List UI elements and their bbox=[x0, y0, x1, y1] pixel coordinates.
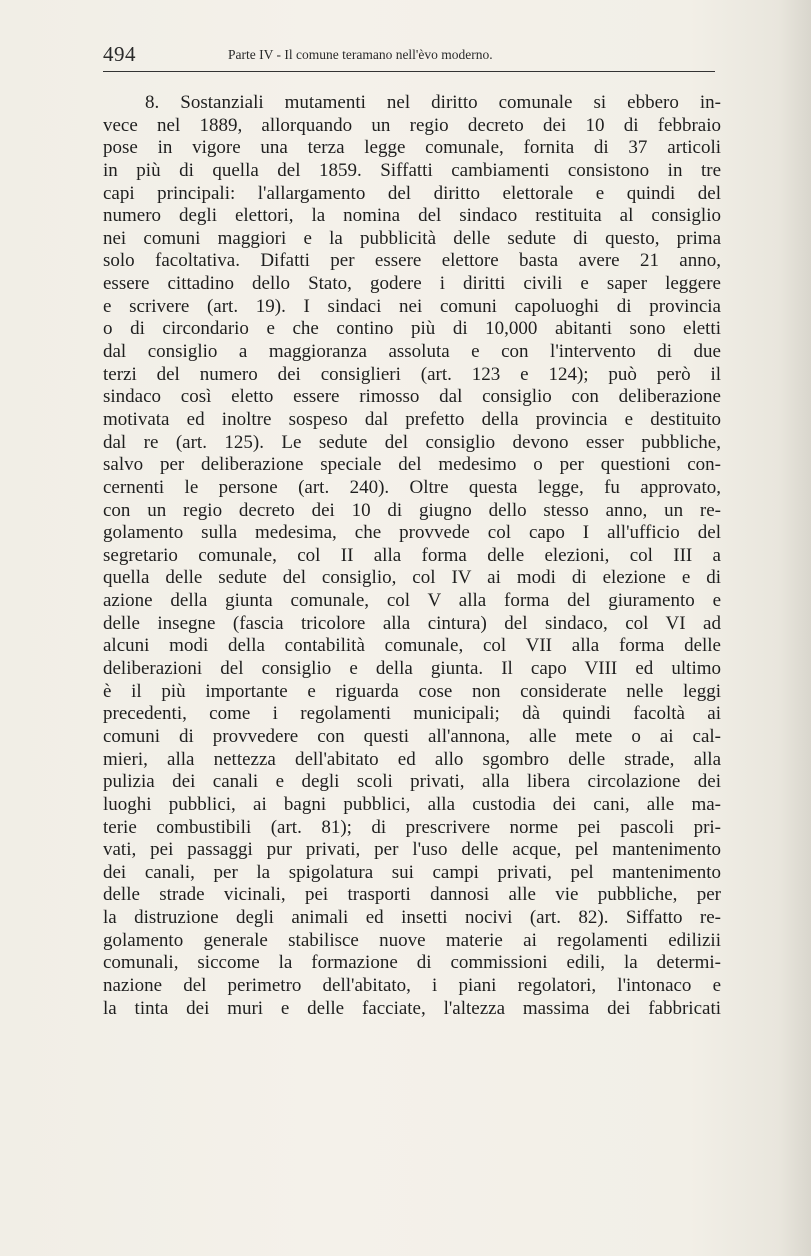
text-line: nei comuni maggiori e la pubblicità delle sedute di questo, prima bbox=[103, 227, 721, 249]
text-line: quella delle sedute del consiglio, col IV ai modi di elezione e di bbox=[103, 567, 721, 589]
page-number: 494 bbox=[103, 42, 136, 66]
text-line: golamento sulla medesima, che provvede col capo I all'ufficio del bbox=[103, 522, 721, 544]
text-line: luoghi pubblici, ai bagni pubblici, alla custodia dei cani, alle ma- bbox=[103, 793, 721, 815]
text-line: pulizia dei canali e degli scoli privati, alla libera circolazione dei bbox=[103, 771, 721, 793]
text-line: numero degli elettori, la nomina del sindaco restituita al consiglio bbox=[103, 205, 721, 227]
text-line: cernenti le persone (art. 240). Oltre questa legge, fu approvato, bbox=[103, 476, 721, 498]
text-line: la distruzione degli animali ed insetti nocivi (art. 82). Siffatto re- bbox=[103, 907, 721, 929]
text-line: deliberazioni del consiglio e della giunta. Il capo VIII ed ultimo bbox=[103, 658, 721, 680]
text-line: precedenti, come i regolamenti municipali; dà quindi facoltà ai bbox=[103, 703, 721, 725]
text-line: azione della giunta comunale, col V alla forma del giuramento e bbox=[103, 590, 721, 612]
text-line: terie combustibili (art. 81); di prescrivere norme pei pascoli pri- bbox=[103, 816, 721, 838]
text-line: 8. Sostanziali mutamenti nel diritto comunale si ebbero in- bbox=[145, 92, 721, 113]
text-line: salvo per deliberazione speciale del medesimo o per questioni con- bbox=[103, 454, 721, 476]
text-line: alcuni modi della contabilità comunale, col VII alla forma delle bbox=[103, 635, 721, 657]
text-line: comuni di provvedere con questi all'annona, alle mete o ai cal- bbox=[103, 725, 721, 747]
text-line: pose in vigore una terza legge comunale, fornita di 37 articoli bbox=[103, 137, 721, 159]
text-line: con un regio decreto dei 10 di giugno dello stesso anno, un re- bbox=[103, 499, 721, 521]
text-line: sindaco così eletto essere rimosso dal consiglio con deliberazione bbox=[103, 386, 721, 408]
text-line: essere cittadino dello Stato, godere i diritti civili e saper leggere bbox=[103, 273, 721, 295]
text-line: dal consiglio a maggioranza assoluta e con l'intervento di due bbox=[103, 341, 721, 363]
text-line: mieri, alla nettezza dell'abitato ed allo sgombro delle strade, alla bbox=[103, 748, 721, 770]
text-line: è il più importante e riguarda cose non considerate nelle leggi bbox=[103, 680, 721, 702]
header-rule bbox=[103, 71, 715, 72]
text-line: in più di quella del 1859. Siffatti cambiamenti consistono in tre bbox=[103, 159, 721, 181]
text-line: vece nel 1889, allorquando un regio decreto dei 10 di febbraio bbox=[103, 114, 721, 136]
text-line: terzi del numero dei consiglieri (art. 123 e 124); può però il bbox=[103, 363, 721, 385]
text-line: la tinta dei muri e delle facciate, l'altezza massima dei fabbricati bbox=[103, 997, 721, 1019]
text-line: dal re (art. 125). Le sedute del consiglio devono esser pubbliche, bbox=[103, 431, 721, 453]
text-line: vati, pei passaggi pur privati, per l'uso delle acque, pel mantenimento bbox=[103, 839, 721, 861]
text-line: dei canali, per la spigolatura sui campi privati, pel mantenimento bbox=[103, 861, 721, 883]
page-header bbox=[103, 40, 715, 70]
text-line: capi principali: l'allargamento del diritto elettorale e quindi del bbox=[103, 182, 721, 204]
text-line: nazione del perimetro dell'abitato, i piani regolatori, l'intonaco e bbox=[103, 974, 721, 996]
text-line: motivata ed inoltre sospeso dal prefetto della provincia e destituito bbox=[103, 408, 721, 430]
paragraph bbox=[103, 92, 721, 1020]
text-line: comunali, siccome la formazione di commissioni edili, la determi- bbox=[103, 952, 721, 974]
text-line: delle strade vicinali, pei trasporti dannosi alle vie pubbliche, per bbox=[103, 884, 721, 906]
text-line: segretario comunale, col II alla forma delle elezioni, col III a bbox=[103, 544, 721, 566]
text-line: solo facoltativa. Difatti per essere elettore basta avere 21 anno, bbox=[103, 250, 721, 272]
text-line: golamento generale stabilisce nuove materie ai regolamenti edilizii bbox=[103, 929, 721, 951]
text-line: delle insegne (fascia tricolore alla cintura) del sindaco, col VI ad bbox=[103, 612, 721, 634]
running-head: Parte IV - Il comune teramano nell'èvo moderno. bbox=[228, 47, 493, 62]
text-line: o di circondario e che contino più di 10,000 abitanti sono eletti bbox=[103, 318, 721, 340]
text-line: e scrivere (art. 19). I sindaci nei comuni capoluoghi di provincia bbox=[103, 295, 721, 317]
